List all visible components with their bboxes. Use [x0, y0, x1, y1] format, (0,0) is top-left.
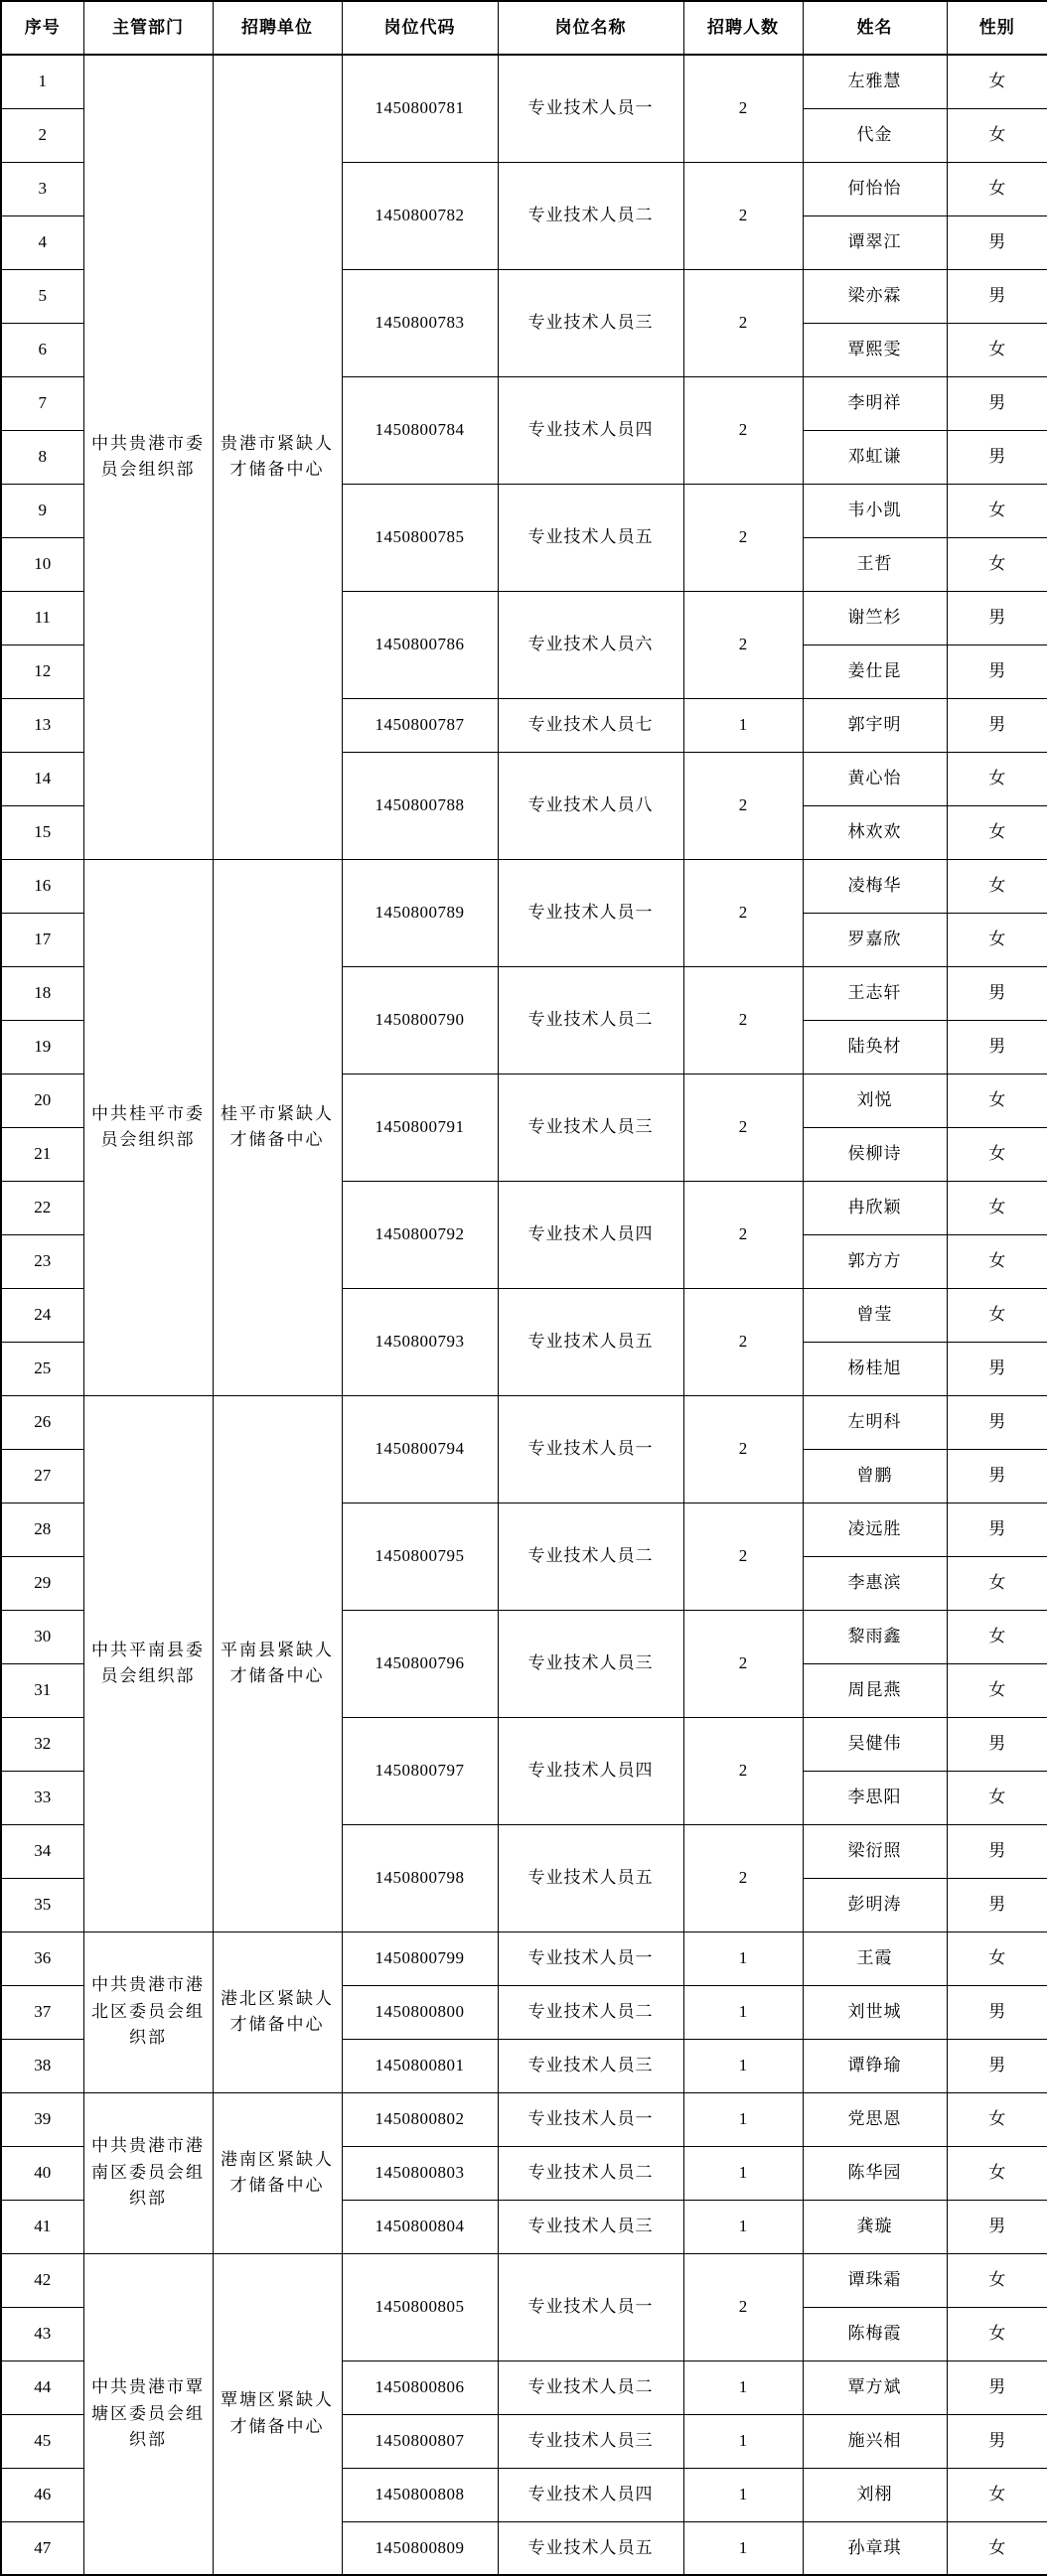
- unit-cell: 贵港市紧缺人才储备中心: [213, 55, 342, 859]
- name-cell: 王霞: [803, 1932, 947, 1985]
- serial-cell: 16: [1, 859, 83, 913]
- gender-cell: 女: [947, 859, 1047, 913]
- name-cell: 陈梅霞: [803, 2307, 947, 2361]
- gender-cell: 男: [947, 1717, 1047, 1771]
- serial-cell: 20: [1, 1073, 83, 1127]
- serial-cell: 24: [1, 1288, 83, 1342]
- serial-cell: 37: [1, 1985, 83, 2039]
- serial-cell: 15: [1, 805, 83, 859]
- code-cell: 1450800802: [342, 2092, 498, 2146]
- table-row: [1, 55, 1047, 108]
- gender-cell: 男: [947, 1342, 1047, 1395]
- serial-cell: 41: [1, 2200, 83, 2253]
- name-cell: 郭宇明: [803, 698, 947, 752]
- serial-cell: 12: [1, 644, 83, 698]
- code-cell: 1450800796: [342, 1610, 498, 1717]
- serial-cell: 27: [1, 1449, 83, 1503]
- serial-cell: 22: [1, 1181, 83, 1234]
- serial-cell: 10: [1, 537, 83, 591]
- gender-cell: 女: [947, 1073, 1047, 1127]
- position-cell: 专业技术人员五: [498, 484, 683, 591]
- department-cell: 中共平南县委员会组织部: [83, 1395, 213, 1932]
- name-cell: 陆奂材: [803, 1020, 947, 1073]
- code-cell: 1450800798: [342, 1824, 498, 1932]
- serial-cell: 44: [1, 2361, 83, 2414]
- serial-cell: 4: [1, 215, 83, 269]
- serial-cell: 3: [1, 162, 83, 215]
- serial-cell: 25: [1, 1342, 83, 1395]
- gender-cell: 男: [947, 430, 1047, 484]
- serial-cell: 39: [1, 2092, 83, 2146]
- header-unit: 招聘单位: [213, 1, 342, 55]
- name-cell: 杨桂旭: [803, 1342, 947, 1395]
- unit-cell: 覃塘区紧缺人才储备中心: [213, 2253, 342, 2575]
- name-cell: 冉欣颖: [803, 1181, 947, 1234]
- table-row: [1, 859, 1047, 913]
- gender-cell: 男: [947, 1020, 1047, 1073]
- name-cell: 左明科: [803, 1395, 947, 1449]
- count-cell: 1: [683, 698, 803, 752]
- serial-cell: 30: [1, 1610, 83, 1663]
- code-cell: 1450800789: [342, 859, 498, 966]
- gender-cell: 男: [947, 1449, 1047, 1503]
- name-cell: 林欢欢: [803, 805, 947, 859]
- gender-cell: 男: [947, 2200, 1047, 2253]
- header-department: 主管部门: [83, 1, 213, 55]
- position-cell: 专业技术人员四: [498, 1181, 683, 1288]
- name-cell: 黄心怡: [803, 752, 947, 805]
- serial-cell: 28: [1, 1503, 83, 1556]
- gender-cell: 女: [947, 805, 1047, 859]
- gender-cell: 女: [947, 752, 1047, 805]
- serial-cell: 26: [1, 1395, 83, 1449]
- name-cell: 王哲: [803, 537, 947, 591]
- code-cell: 1450800790: [342, 966, 498, 1073]
- name-cell: 施兴相: [803, 2414, 947, 2468]
- gender-cell: 女: [947, 913, 1047, 966]
- count-cell: 2: [683, 859, 803, 966]
- name-cell: 左雅慧: [803, 55, 947, 108]
- gender-cell: 男: [947, 1395, 1047, 1449]
- header-code: 岗位代码: [342, 1, 498, 55]
- name-cell: 彭明涛: [803, 1878, 947, 1932]
- gender-cell: 女: [947, 162, 1047, 215]
- serial-cell: 31: [1, 1663, 83, 1717]
- serial-cell: 8: [1, 430, 83, 484]
- count-cell: 1: [683, 2361, 803, 2414]
- code-cell: 1450800792: [342, 1181, 498, 1288]
- name-cell: 陈华园: [803, 2146, 947, 2200]
- name-cell: 谭珠霜: [803, 2253, 947, 2307]
- gender-cell: 男: [947, 1985, 1047, 2039]
- code-cell: 1450800809: [342, 2521, 498, 2575]
- gender-cell: 男: [947, 269, 1047, 323]
- name-cell: 梁衍照: [803, 1824, 947, 1878]
- count-cell: 1: [683, 2414, 803, 2468]
- position-cell: 专业技术人员三: [498, 269, 683, 376]
- code-cell: 1450800797: [342, 1717, 498, 1824]
- code-cell: 1450800781: [342, 55, 498, 162]
- gender-cell: 女: [947, 2146, 1047, 2200]
- unit-cell: 港南区紧缺人才储备中心: [213, 2092, 342, 2253]
- serial-cell: 47: [1, 2521, 83, 2575]
- serial-cell: 6: [1, 323, 83, 376]
- name-cell: 姜仕昆: [803, 644, 947, 698]
- gender-cell: 女: [947, 323, 1047, 376]
- position-cell: 专业技术人员五: [498, 1288, 683, 1395]
- count-cell: 1: [683, 2468, 803, 2521]
- gender-cell: 女: [947, 1127, 1047, 1181]
- name-cell: 刘世城: [803, 1985, 947, 2039]
- serial-cell: 33: [1, 1771, 83, 1824]
- header-name: 姓名: [803, 1, 947, 55]
- name-cell: 邓虹谦: [803, 430, 947, 484]
- serial-cell: 18: [1, 966, 83, 1020]
- position-cell: 专业技术人员一: [498, 55, 683, 162]
- code-cell: 1450800805: [342, 2253, 498, 2361]
- position-cell: 专业技术人员二: [498, 1503, 683, 1610]
- count-cell: 2: [683, 1073, 803, 1181]
- name-cell: 吴健伟: [803, 1717, 947, 1771]
- code-cell: 1450800808: [342, 2468, 498, 2521]
- gender-cell: 女: [947, 1288, 1047, 1342]
- name-cell: 周昆燕: [803, 1663, 947, 1717]
- count-cell: 2: [683, 376, 803, 484]
- code-cell: 1450800807: [342, 2414, 498, 2468]
- count-cell: 2: [683, 1181, 803, 1288]
- gender-cell: 女: [947, 1610, 1047, 1663]
- position-cell: 专业技术人员五: [498, 1824, 683, 1932]
- name-cell: 孙章琪: [803, 2521, 947, 2575]
- position-cell: 专业技术人员一: [498, 2253, 683, 2361]
- serial-cell: 38: [1, 2039, 83, 2092]
- position-cell: 专业技术人员七: [498, 698, 683, 752]
- name-cell: 何怡怡: [803, 162, 947, 215]
- position-cell: 专业技术人员五: [498, 2521, 683, 2575]
- table-row: [1, 1395, 1047, 1449]
- gender-cell: 女: [947, 108, 1047, 162]
- position-cell: 专业技术人员二: [498, 966, 683, 1073]
- serial-cell: 42: [1, 2253, 83, 2307]
- serial-cell: 46: [1, 2468, 83, 2521]
- position-cell: 专业技术人员三: [498, 1073, 683, 1181]
- code-cell: 1450800787: [342, 698, 498, 752]
- count-cell: 1: [683, 2039, 803, 2092]
- position-cell: 专业技术人员三: [498, 2200, 683, 2253]
- table-row: [1, 2092, 1047, 2146]
- department-cell: 中共贵港市港南区委员会组织部: [83, 2092, 213, 2253]
- name-cell: 党思恩: [803, 2092, 947, 2146]
- code-cell: 1450800784: [342, 376, 498, 484]
- department-cell: 中共桂平市委员会组织部: [83, 859, 213, 1395]
- count-cell: 1: [683, 1932, 803, 1985]
- gender-cell: 男: [947, 644, 1047, 698]
- name-cell: 凌梅华: [803, 859, 947, 913]
- table-body: [1, 55, 1047, 2575]
- serial-cell: 17: [1, 913, 83, 966]
- name-cell: 刘悦: [803, 1073, 947, 1127]
- count-cell: 2: [683, 55, 803, 162]
- count-cell: 2: [683, 162, 803, 269]
- unit-cell: 桂平市紧缺人才储备中心: [213, 859, 342, 1395]
- serial-cell: 19: [1, 1020, 83, 1073]
- position-cell: 专业技术人员三: [498, 2039, 683, 2092]
- position-cell: 专业技术人员三: [498, 2414, 683, 2468]
- gender-cell: 女: [947, 2521, 1047, 2575]
- name-cell: 龚璇: [803, 2200, 947, 2253]
- position-cell: 专业技术人员八: [498, 752, 683, 859]
- gender-cell: 女: [947, 1663, 1047, 1717]
- count-cell: 1: [683, 2521, 803, 2575]
- name-cell: 李明祥: [803, 376, 947, 430]
- gender-cell: 女: [947, 537, 1047, 591]
- serial-cell: 43: [1, 2307, 83, 2361]
- count-cell: 2: [683, 1503, 803, 1610]
- header-position: 岗位名称: [498, 1, 683, 55]
- name-cell: 代金: [803, 108, 947, 162]
- name-cell: 侯柳诗: [803, 1127, 947, 1181]
- position-cell: 专业技术人员二: [498, 162, 683, 269]
- position-cell: 专业技术人员二: [498, 2361, 683, 2414]
- position-cell: 专业技术人员一: [498, 2092, 683, 2146]
- position-cell: 专业技术人员四: [498, 1717, 683, 1824]
- serial-cell: 29: [1, 1556, 83, 1610]
- gender-cell: 女: [947, 484, 1047, 537]
- name-cell: 覃方斌: [803, 2361, 947, 2414]
- count-cell: 1: [683, 2200, 803, 2253]
- name-cell: 王志轩: [803, 966, 947, 1020]
- department-cell: 中共贵港市港北区委员会组织部: [83, 1932, 213, 2092]
- serial-cell: 11: [1, 591, 83, 644]
- serial-cell: 36: [1, 1932, 83, 1985]
- gender-cell: 女: [947, 1181, 1047, 1234]
- count-cell: 2: [683, 1610, 803, 1717]
- table-row: [1, 1932, 1047, 1985]
- name-cell: 曾莹: [803, 1288, 947, 1342]
- header-row: [1, 1, 1047, 55]
- position-cell: 专业技术人员四: [498, 376, 683, 484]
- code-cell: 1450800793: [342, 1288, 498, 1395]
- table-row: [1, 2253, 1047, 2307]
- name-cell: 梁亦霖: [803, 269, 947, 323]
- name-cell: 谭铮瑜: [803, 2039, 947, 2092]
- count-cell: 2: [683, 752, 803, 859]
- name-cell: 韦小凯: [803, 484, 947, 537]
- name-cell: 谢竺杉: [803, 591, 947, 644]
- position-cell: 专业技术人员一: [498, 859, 683, 966]
- count-cell: 2: [683, 2253, 803, 2361]
- department-cell: 中共贵港市委员会组织部: [83, 55, 213, 859]
- serial-cell: 14: [1, 752, 83, 805]
- serial-cell: 9: [1, 484, 83, 537]
- count-cell: 2: [683, 269, 803, 376]
- serial-cell: 13: [1, 698, 83, 752]
- position-cell: 专业技术人员三: [498, 1610, 683, 1717]
- name-cell: 谭翠江: [803, 215, 947, 269]
- gender-cell: 男: [947, 215, 1047, 269]
- table-header: [1, 1, 1047, 55]
- serial-cell: 2: [1, 108, 83, 162]
- gender-cell: 男: [947, 698, 1047, 752]
- gender-cell: 女: [947, 2092, 1047, 2146]
- position-cell: 专业技术人员六: [498, 591, 683, 698]
- position-cell: 专业技术人员四: [498, 2468, 683, 2521]
- code-cell: 1450800795: [342, 1503, 498, 1610]
- count-cell: 2: [683, 1395, 803, 1503]
- serial-cell: 23: [1, 1234, 83, 1288]
- code-cell: 1450800785: [342, 484, 498, 591]
- code-cell: 1450800783: [342, 269, 498, 376]
- position-cell: 专业技术人员二: [498, 1985, 683, 2039]
- gender-cell: 男: [947, 2361, 1047, 2414]
- code-cell: 1450800786: [342, 591, 498, 698]
- code-cell: 1450800799: [342, 1932, 498, 1985]
- gender-cell: 女: [947, 1556, 1047, 1610]
- serial-cell: 21: [1, 1127, 83, 1181]
- code-cell: 1450800806: [342, 2361, 498, 2414]
- serial-cell: 34: [1, 1824, 83, 1878]
- gender-cell: 女: [947, 2307, 1047, 2361]
- gender-cell: 女: [947, 55, 1047, 108]
- serial-cell: 7: [1, 376, 83, 430]
- gender-cell: 男: [947, 1503, 1047, 1556]
- gender-cell: 女: [947, 1234, 1047, 1288]
- gender-cell: 男: [947, 2039, 1047, 2092]
- count-cell: 2: [683, 966, 803, 1073]
- gender-cell: 女: [947, 2253, 1047, 2307]
- count-cell: 1: [683, 2092, 803, 2146]
- name-cell: 刘栩: [803, 2468, 947, 2521]
- code-cell: 1450800801: [342, 2039, 498, 2092]
- header-gender: 性别: [947, 1, 1047, 55]
- gender-cell: 女: [947, 2468, 1047, 2521]
- position-cell: 专业技术人员一: [498, 1395, 683, 1503]
- header-serial: 序号: [1, 1, 83, 55]
- code-cell: 1450800788: [342, 752, 498, 859]
- gender-cell: 女: [947, 1771, 1047, 1824]
- count-cell: 2: [683, 591, 803, 698]
- count-cell: 2: [683, 484, 803, 591]
- name-cell: 李思阳: [803, 1771, 947, 1824]
- code-cell: 1450800791: [342, 1073, 498, 1181]
- gender-cell: 女: [947, 1932, 1047, 1985]
- gender-cell: 男: [947, 591, 1047, 644]
- code-cell: 1450800794: [342, 1395, 498, 1503]
- unit-cell: 平南县紧缺人才储备中心: [213, 1395, 342, 1932]
- serial-cell: 45: [1, 2414, 83, 2468]
- count-cell: 2: [683, 1717, 803, 1824]
- name-cell: 覃熙雯: [803, 323, 947, 376]
- count-cell: 2: [683, 1824, 803, 1932]
- name-cell: 黎雨鑫: [803, 1610, 947, 1663]
- gender-cell: 男: [947, 966, 1047, 1020]
- serial-cell: 1: [1, 55, 83, 108]
- name-cell: 李惠滨: [803, 1556, 947, 1610]
- count-cell: 2: [683, 1288, 803, 1395]
- name-cell: 曾鹏: [803, 1449, 947, 1503]
- code-cell: 1450800800: [342, 1985, 498, 2039]
- serial-cell: 40: [1, 2146, 83, 2200]
- name-cell: 凌远胜: [803, 1503, 947, 1556]
- position-cell: 专业技术人员二: [498, 2146, 683, 2200]
- department-cell: 中共贵港市覃塘区委员会组织部: [83, 2253, 213, 2575]
- count-cell: 1: [683, 1985, 803, 2039]
- gender-cell: 男: [947, 376, 1047, 430]
- gender-cell: 男: [947, 2414, 1047, 2468]
- unit-cell: 港北区紧缺人才储备中心: [213, 1932, 342, 2092]
- serial-cell: 32: [1, 1717, 83, 1771]
- header-count: 招聘人数: [683, 1, 803, 55]
- code-cell: 1450800803: [342, 2146, 498, 2200]
- name-cell: 郭方方: [803, 1234, 947, 1288]
- code-cell: 1450800804: [342, 2200, 498, 2253]
- gender-cell: 男: [947, 1824, 1047, 1878]
- position-cell: 专业技术人员一: [498, 1932, 683, 1985]
- code-cell: 1450800782: [342, 162, 498, 269]
- serial-cell: 5: [1, 269, 83, 323]
- count-cell: 1: [683, 2146, 803, 2200]
- name-cell: 罗嘉欣: [803, 913, 947, 966]
- gender-cell: 男: [947, 1878, 1047, 1932]
- serial-cell: 35: [1, 1878, 83, 1932]
